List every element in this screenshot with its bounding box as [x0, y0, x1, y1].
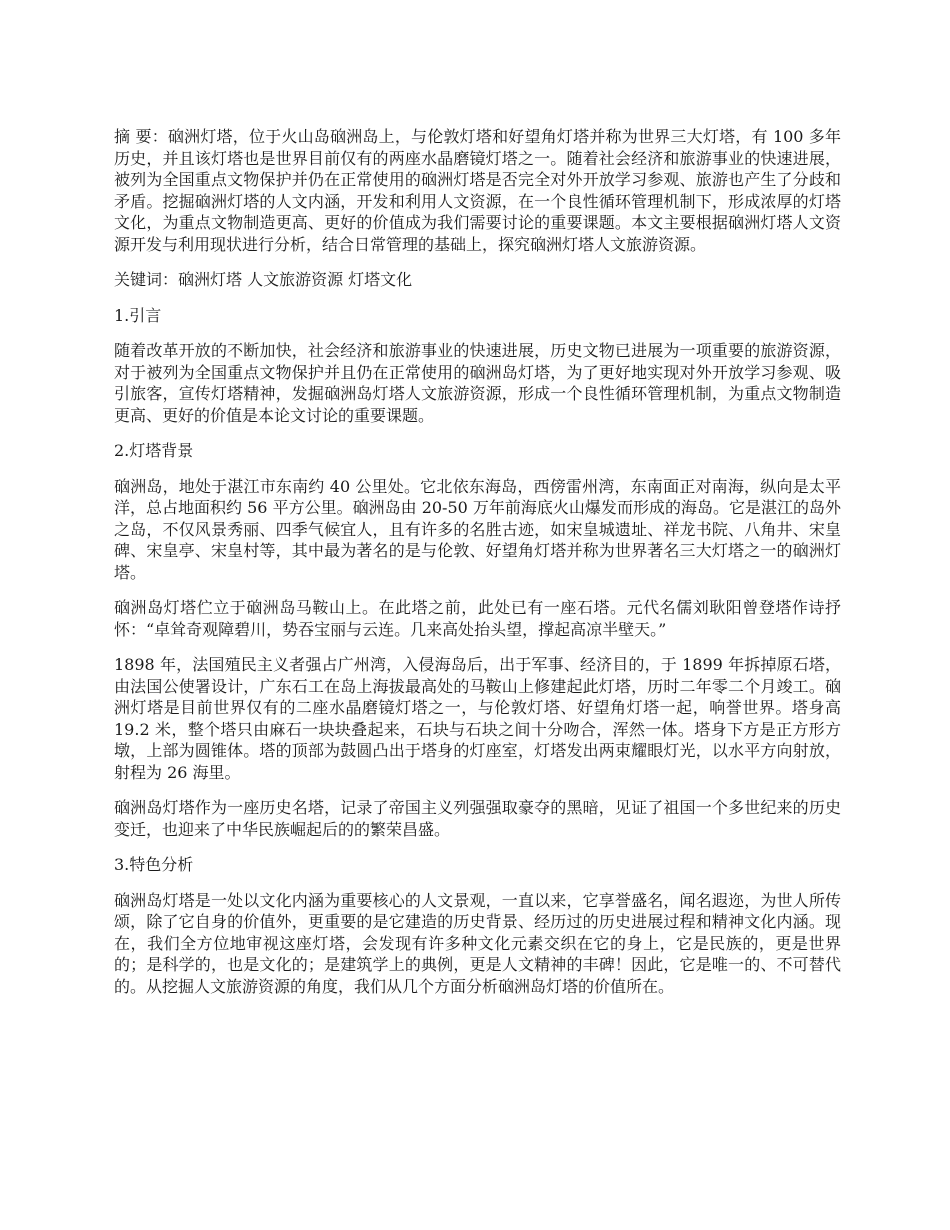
section-heading-analysis: 3.特色分析 — [114, 855, 194, 874]
abstract-paragraph: 摘 要：硇洲灯塔，位于火山岛硇洲岛上，与伦敦灯塔和好望角灯塔并称为世界三大灯塔，有 100 多年历史，并且该灯塔也是世界目前仅有的两座水晶磨镜灯塔之一。随着社会经济和旅游事业的快速进展，被列为全国重点文物保护并仍在正常使用的硇洲灯塔是否完全对外开放学习参观、旅游也产生了分歧和矛盾。挖掘硇洲灯塔的人文内涵，开发和利用人文资源，在一个良性循环管理机制下，形成浓厚的灯塔文化，为重点文物制造更高、更好的价值成为我们需要讨论的重要课题。本文主要根据硇洲灯塔人文资源开发与利用现状进行分析，结合日常管理的基础上，探究硇洲灯塔人文旅游资源。 — [114, 127, 841, 254]
section-heading-introduction: 1.引言 — [114, 305, 162, 325]
body-paragraph: 硇洲岛，地处于湛江市东南约 40 公里处。它北依东海岛，西傍雷州湾，东南面正对南海，纵向是太平洋，总占地面积约 56 平方公里。硇洲岛由 20-50 万年前海底火山爆发而形成的海岛。它是湛江的岛外之岛，不仅风景秀丽、四季气候宜人，且有许多的名胜古迹，如宋皇城遗址、祥龙书院、八角井、宋皇碑、宋皇亭、宋皇村等，其中最为著名的是与伦敦、好望角灯塔并称为世界著名三大灯塔之一的硇洲灯塔。 — [114, 476, 841, 582]
document-page — [114, 126, 841, 1011]
body-paragraph: 硇洲岛灯塔作为一座历史名塔，记录了帝国主义列强强取豪夺的黑暗，见证了祖国一个多世纪来的历史变迁，也迎来了中华民族崛起后的的繁荣昌盛。 — [114, 798, 841, 839]
section-heading-background: 2.灯塔背景 — [114, 441, 194, 460]
body-paragraph: 1898 年，法国殖民主义者强占广州湾，入侵海岛后，出于军事、经济目的，于 1899 年拆掉原石塔，由法国公使署设计，广东石工在岛上海拔最高处的马鞍山上修建起此灯塔，历时二年零二个月竣工。硇洲灯塔是目前世界仅有的二座水晶磨镜灯塔之一，与伦敦灯塔、好望角灯塔一起，响誉世界。塔身高 19.2 米，整个塔只由麻石一块块叠起来，石块与石块之间十分吻合，浑然一体。塔身下方是正方形方墩，上部为圆锥体。塔的顶部为鼓圆凸出于塔身的灯座室，灯塔发出两束耀眼灯光，以水平方向射放，射程为 26 海里。 — [114, 655, 841, 782]
keywords-paragraph: 关键词：硇洲灯塔 人文旅游资源 灯塔文化 — [114, 270, 413, 289]
body-paragraph: 随着改革开放的不断加快，社会经济和旅游事业的快速进展，历史文物已进展为一项重要的旅游资源，对于被列为全国重点文物保护并且仍在正常使用的硇洲岛灯塔，为了更好地实现对外开放学习参观、吸引旅客，宣传灯塔精神，发掘硇洲岛灯塔人文旅游资源，形成一个良性循环管理机制，为重点文物制造更高、更好的价值是本论文讨论的重要课题。 — [114, 341, 841, 425]
body-paragraph: 硇洲岛灯塔伫立于硇洲岛马鞍山上。在此塔之前，此处已有一座石塔。元代名儒刘耿阳曾登塔作诗抒怀：“卓耸奇观障碧川，势吞宝丽与云连。几来高处抬头望，撑起高凉半壁天。” — [114, 598, 841, 639]
body-paragraph: 硇洲岛灯塔是一处以文化内涵为重要核心的人文景观，一直以来，它享誉盛名，闻名遐迩，为世人所传颂，除了它自身的价值外，更重要的是它建造的历史背景、经历过的历史进展过程和精神文化内涵。现在，我们全方位地审视这座灯塔，会发现有许多种文化元素交织在它的身上，它是民族的，更是世界的；是科学的，也是文化的；是建筑学上的典例，更是人文精神的丰碑！因此，它是唯一的、不可替代的。从挖掘人文旅游资源的角度，我们从几个方面分析硇洲岛灯塔的价值所在。 — [114, 890, 841, 996]
